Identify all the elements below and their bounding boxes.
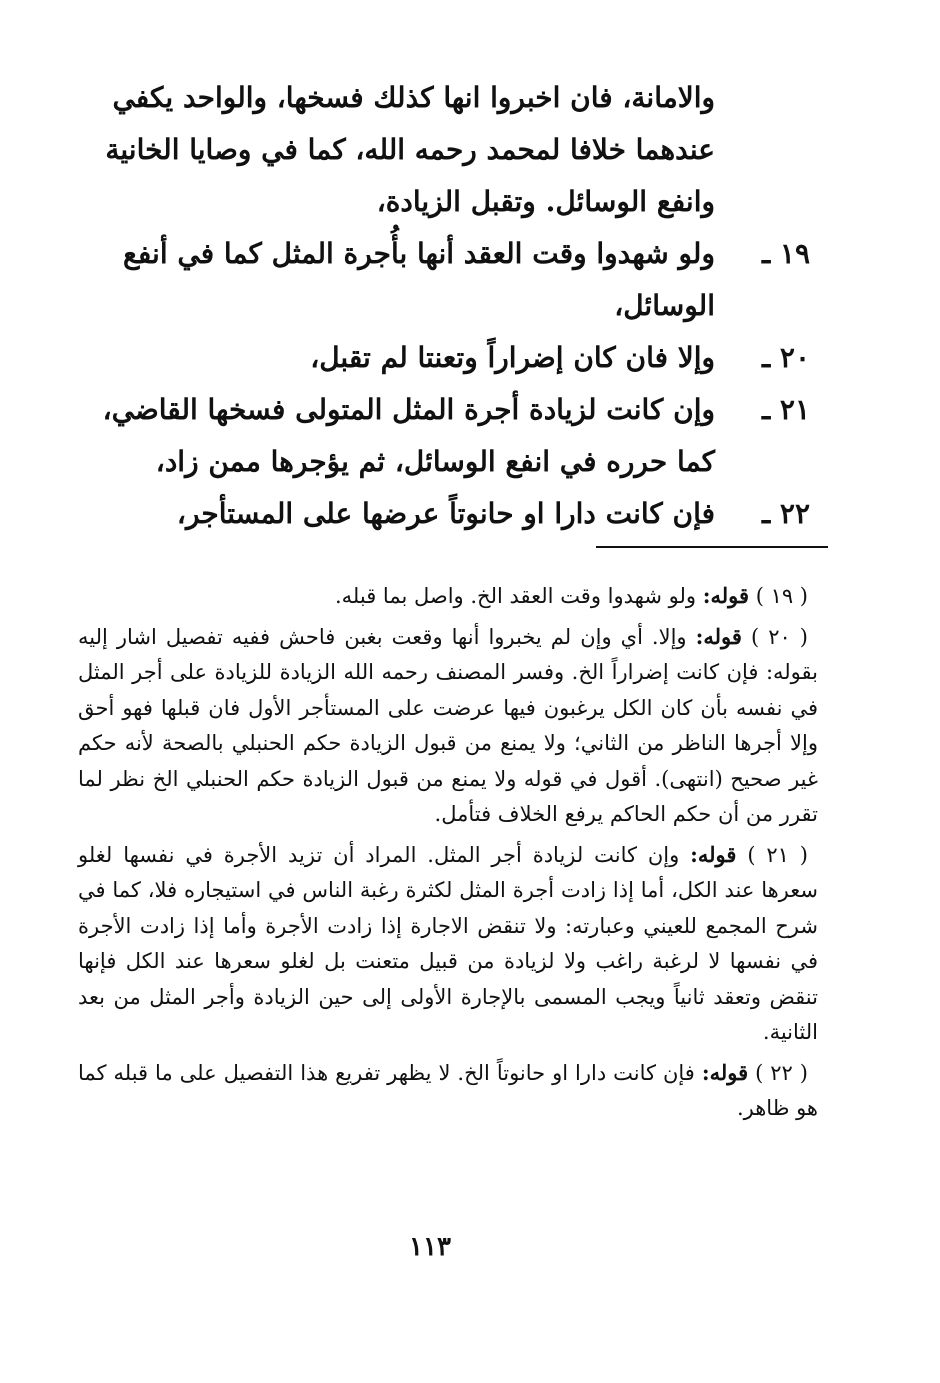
item-text: وإلا فان كان إضراراً وتعنتا لم تقبل، (310, 341, 715, 374)
footnote-text: وإلا. أي وإن لم يخبروا أنها وقعت بغبن فاحش ففيه تفصيل اشار إليه بقوله: فإن كانت إضراراً الخ. وفسر المصنف رحمه الله الزيادة للزيادة على أجر المثل في نفسه بأن كان الكل يرغبون فيها عرضت على المستأجر الأول فان قبلها فهو أحق وإلا أجرها الناظر من الثاني؛ ولا يمنع من قبول الزيادة حكم الحنبلي بالصحة لأنه حكم غير صحيح (انتهى). أقول في قوله ولا يمنع من قبول الزيادة حكم الحنبلي الخ نظر لما تقرر من أن حكم الحاكم يرفع الخلاف فتأمل. (78, 624, 818, 826)
numbered-item-22 (90, 488, 810, 540)
item-number: ٢١ ـ (761, 393, 810, 426)
footnote-text: فإن كانت دارا او حانوتاً الخ. لا يظهر تفريع هذا التفصيل على ما قبله كما هو ظاهر. (78, 1060, 818, 1120)
item-number: ١٩ ـ (761, 237, 810, 270)
footnote-21 (78, 837, 818, 1051)
numbered-item-20 (90, 332, 810, 384)
footnote-text: ولو شهدوا وقت العقد الخ. واصل بما قبله. (334, 584, 697, 608)
footnotes (78, 578, 818, 1131)
item-text: ولو شهدوا وقت العقد أنها بأُجرة المثل كما في أنفع الوسائل، (122, 237, 715, 322)
footnote-text: وإن كانت لزيادة أجر المثل. المراد أن تزيد الأجرة في نفسها لغلو سعرها عند الكل، أما إذا زادت أجرة المثل لكثرة رغبة الناس في استيجاره فلا، كما في شرح المجمع للعيني وعبارته: ولا تنقض الاجارة إذا زادت الأجرة وأما إذا زادت الأجرة في نفسها لا لرغبة راغب ولا لزيادة من قبيل متعنت بل لغلو سعرها عند الكل فإنها تنقض وتعقد ثانياً ويجب المسمى بالإجارة الأولى إلى حين الزيادة وأجر المثل من بعد الثانية. (78, 842, 818, 1044)
page-number: ١١٣ (409, 1232, 451, 1262)
footnote-number: ( ٢٠ ) (750, 624, 808, 649)
numbered-item-21 (90, 384, 810, 488)
intro-paragraph: والامانة، فان اخبروا انها كذلك فسخها، والواحد يكفي عندهما خلافا لمحمد رحمه الله، كما في وصايا الخانية وانفع الوسائل. وتقبل الزيادة، (105, 81, 715, 218)
footnote-number: ( ٢١ ) (747, 842, 808, 867)
item-text: وإن كانت لزيادة أجرة المثل المتولى فسخها القاضي، كما حرره في انفع الوسائل، ثم يؤجرها ممن زاد، (102, 393, 715, 478)
footnote-number: ( ٢٢ ) (755, 1060, 808, 1085)
item-text: فإن كانت دارا او حانوتاً عرضها على المستأجر، (176, 497, 715, 530)
numbered-item-19 (90, 228, 810, 332)
footnote-number: ( ١٩ ) (755, 584, 808, 608)
item-number: ٢٢ ـ (761, 497, 810, 530)
footnote-keyword: قوله: (701, 1059, 749, 1085)
footnote-keyword: قوله: (695, 623, 742, 649)
main-text (90, 72, 810, 540)
footnote-keyword: قوله: (702, 583, 749, 608)
footnote-22 (78, 1055, 818, 1127)
footnote-20 (78, 619, 818, 833)
footnote-keyword: قوله: (690, 841, 737, 867)
footnote-19 (78, 578, 818, 615)
footnote-divider (596, 546, 828, 548)
item-number: ٢٠ ـ (761, 341, 810, 374)
